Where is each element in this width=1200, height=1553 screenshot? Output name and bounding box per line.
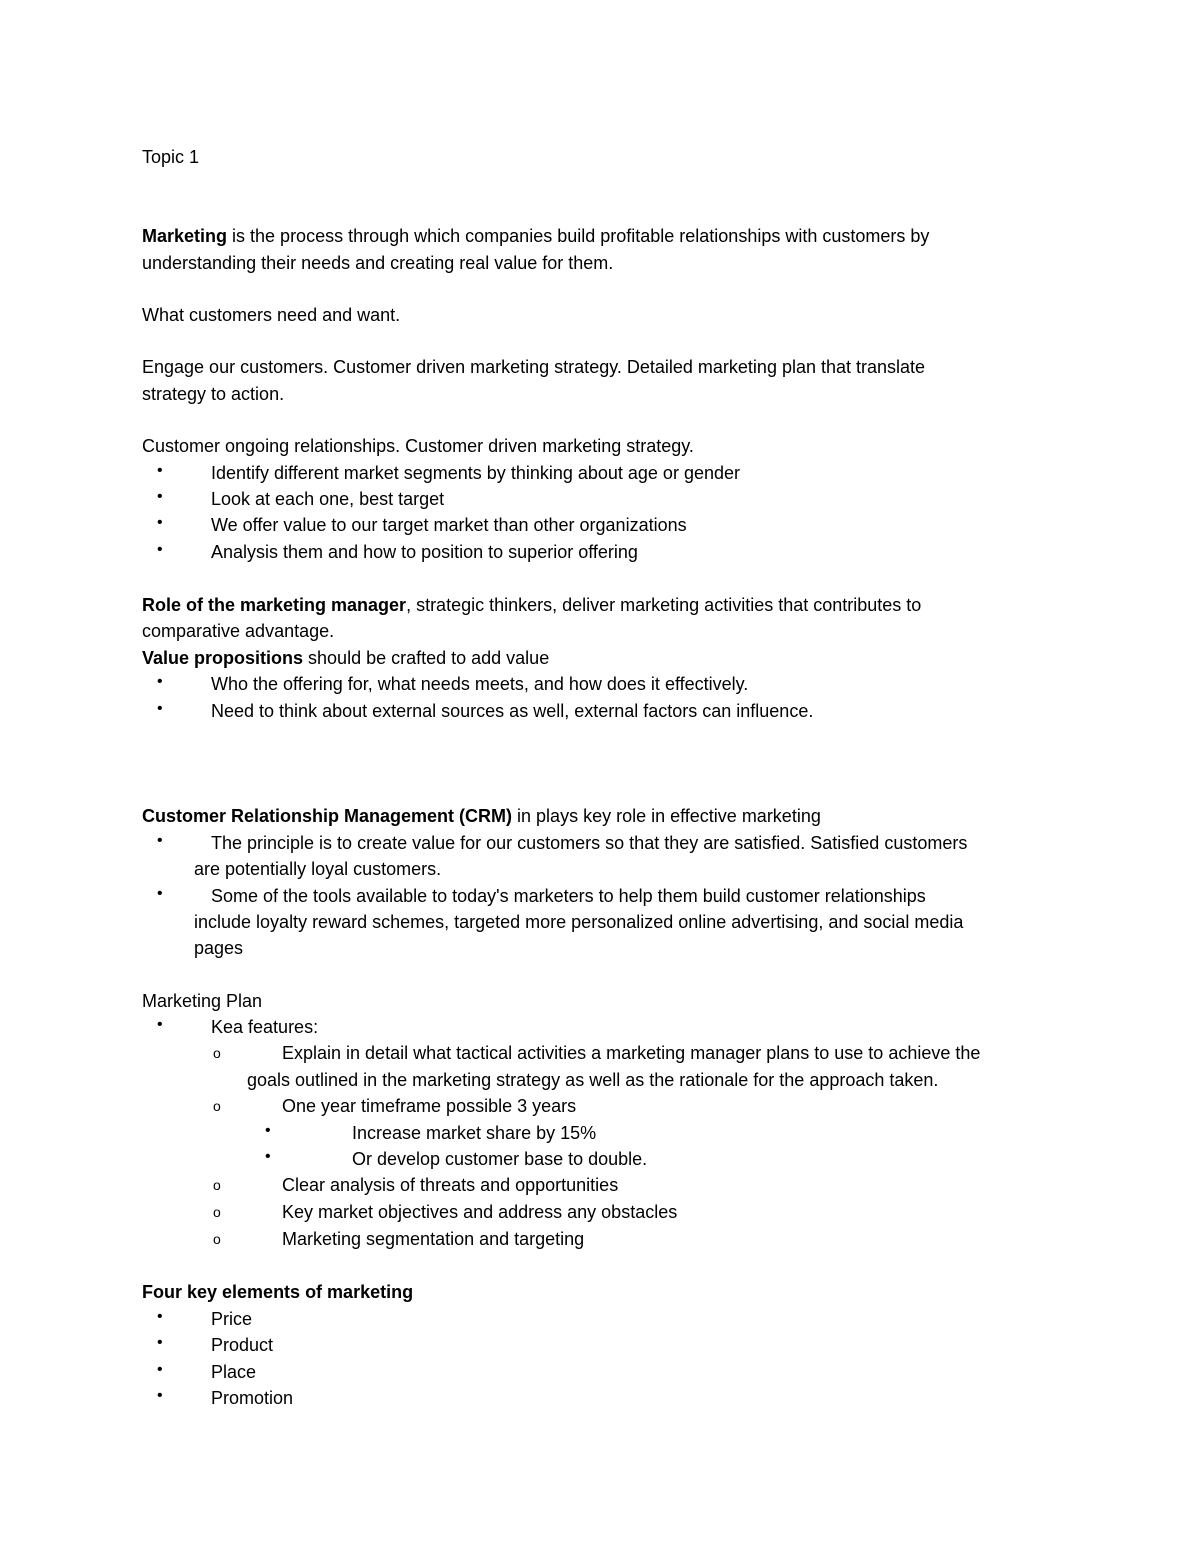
- crm-text: in plays key role in effective marketing: [512, 806, 821, 826]
- sub-list-item: Explain in detail what tactical activities a marketing manager plans to use to achieve the: [282, 1043, 981, 1063]
- sub-sub-list-item: Increase market share by 15%: [352, 1123, 597, 1143]
- sub-list-item: One year timeframe possible 3 years: [282, 1096, 577, 1116]
- role-term: Role of the marketing manager: [142, 595, 407, 615]
- page-title: Topic 1: [142, 147, 200, 167]
- list-item: Product: [211, 1335, 274, 1355]
- role-paragraph-line-2: comparative advantage.: [142, 621, 335, 641]
- bullet-icon: •: [265, 1148, 271, 1165]
- circle-bullet-icon: o: [213, 1231, 221, 1247]
- marketing-definition-text: is the process through which companies build profitable relationships with customers by: [227, 226, 930, 246]
- circle-bullet-icon: o: [213, 1045, 221, 1061]
- list-item: Some of the tools available to today's marketers to help them build customer relationships: [211, 886, 926, 906]
- value-text: should be crafted to add value: [303, 648, 550, 668]
- circle-bullet-icon: o: [213, 1177, 221, 1193]
- bullet-icon: •: [157, 1308, 163, 1325]
- list-item: Kea features:: [211, 1017, 319, 1037]
- list-item: Look at each one, best target: [211, 489, 445, 509]
- sub-list-item: Key market objectives and address any obstacles: [282, 1202, 678, 1222]
- list-item: Who the offering for, what needs meets, and how does it effectively.: [211, 674, 749, 694]
- sub-list-item: Clear analysis of threats and opportunities: [282, 1175, 619, 1195]
- needs-paragraph: What customers need and want.: [142, 305, 401, 325]
- value-propositions-line: [142, 645, 549, 671]
- bullet-icon: •: [157, 885, 163, 902]
- role-paragraph-line-1: [142, 592, 921, 618]
- list-item-continuation: are potentially loyal customers.: [194, 859, 442, 879]
- crm-term: Customer Relationship Management (CRM): [142, 806, 513, 826]
- marketing-definition-line-2: understanding their needs and creating real value for them.: [142, 253, 614, 273]
- engage-paragraph-line-1: Engage our customers. Customer driven marketing strategy. Detailed marketing plan that translate: [142, 357, 926, 377]
- sub-list-item-continuation: goals outlined in the marketing strategy as well as the rationale for the approach taken.: [247, 1070, 939, 1090]
- list-item: Promotion: [211, 1388, 294, 1408]
- list-item-continuation: pages: [194, 938, 244, 958]
- list-item: We offer value to our target market than other organizations: [211, 515, 687, 535]
- circle-bullet-icon: o: [213, 1098, 221, 1114]
- bullet-icon: •: [157, 700, 163, 717]
- crm-heading: [142, 803, 821, 829]
- bullet-icon: •: [157, 488, 163, 505]
- value-term: Value propositions: [142, 648, 304, 668]
- bullet-icon: •: [157, 1361, 163, 1378]
- bullet-icon: •: [157, 1387, 163, 1404]
- bullet-icon: •: [157, 1016, 163, 1033]
- list-item: The principle is to create value for our customers so that they are satisfied. Satisfied customers: [211, 833, 968, 853]
- sub-list-item: Marketing segmentation and targeting: [282, 1229, 585, 1249]
- four-elements-heading: Four key elements of marketing: [142, 1282, 414, 1302]
- plan-heading: Marketing Plan: [142, 991, 263, 1011]
- bullet-icon: •: [157, 673, 163, 690]
- sub-sub-list-item: Or develop customer base to double.: [352, 1149, 648, 1169]
- bullet-icon: •: [157, 1334, 163, 1351]
- list-item: Place: [211, 1362, 257, 1382]
- circle-bullet-icon: o: [213, 1204, 221, 1220]
- list-item: Identify different market segments by thinking about age or gender: [211, 463, 740, 483]
- marketing-definition-line-1: [142, 223, 929, 249]
- engage-paragraph-line-2: strategy to action.: [142, 384, 285, 404]
- role-text: , strategic thinkers, deliver marketing activities that contributes to: [406, 595, 922, 615]
- ongoing-heading: Customer ongoing relationships. Customer driven marketing strategy.: [142, 436, 694, 456]
- bullet-icon: •: [157, 514, 163, 531]
- list-item: Need to think about external sources as well, external factors can influence.: [211, 701, 814, 721]
- bullet-icon: •: [157, 541, 163, 558]
- bullet-icon: •: [265, 1122, 271, 1139]
- list-item: Price: [211, 1309, 253, 1329]
- bullet-icon: •: [157, 832, 163, 849]
- list-item: Analysis them and how to position to superior offering: [211, 542, 638, 562]
- bullet-icon: •: [157, 462, 163, 479]
- list-item-continuation: include loyalty reward schemes, targeted more personalized online advertising, and social media: [194, 912, 964, 932]
- marketing-term: Marketing: [142, 226, 228, 246]
